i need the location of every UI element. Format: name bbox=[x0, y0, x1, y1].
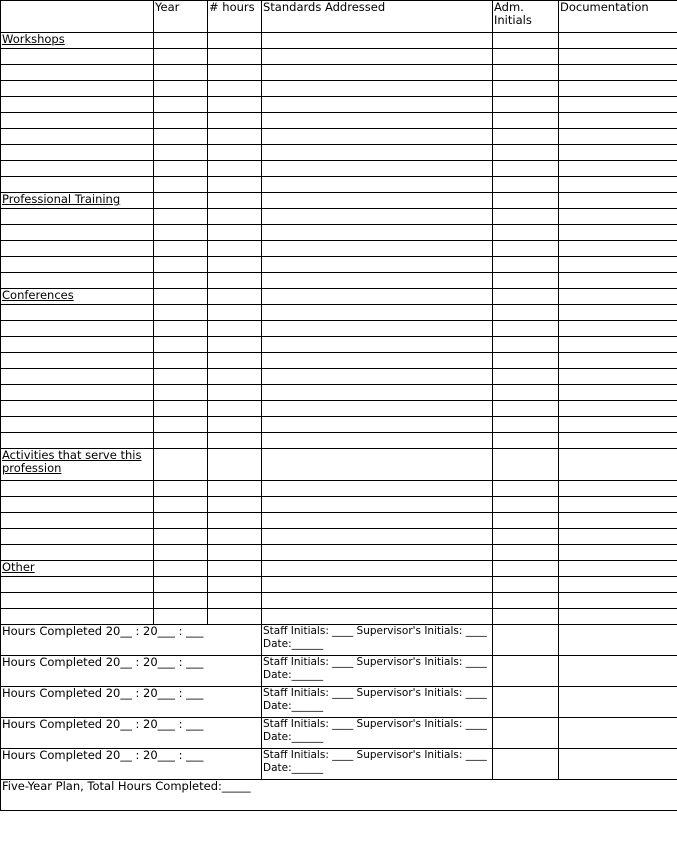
entry-cell[interactable] bbox=[154, 433, 208, 449]
entry-cell[interactable] bbox=[154, 97, 208, 113]
entry-cell[interactable] bbox=[1, 241, 154, 257]
entry-cell[interactable] bbox=[208, 33, 262, 49]
entry-cell[interactable] bbox=[208, 193, 262, 209]
entry-cell[interactable] bbox=[154, 49, 208, 65]
entry-cell[interactable] bbox=[1, 353, 154, 369]
entry-cell[interactable] bbox=[154, 257, 208, 273]
entry-cell[interactable] bbox=[559, 129, 677, 145]
entry-cell[interactable] bbox=[208, 353, 262, 369]
entry-cell[interactable] bbox=[154, 545, 208, 561]
entry-cell[interactable] bbox=[154, 145, 208, 161]
entry-cell[interactable] bbox=[208, 49, 262, 65]
header-row bbox=[1, 1, 677, 33]
section-label-activities: Activities that serve this profession bbox=[2, 448, 142, 475]
section-label-cell bbox=[1, 289, 154, 305]
table-row bbox=[1, 433, 677, 449]
table-row bbox=[1, 513, 677, 529]
entry-cell[interactable] bbox=[208, 401, 262, 417]
entry-cell[interactable] bbox=[1, 113, 154, 129]
entry-cell[interactable] bbox=[208, 337, 262, 353]
section-label-cell bbox=[1, 449, 154, 481]
section-row-conferences bbox=[1, 289, 677, 305]
section-label-other: Other bbox=[2, 560, 35, 574]
entry-cell[interactable] bbox=[208, 609, 262, 625]
entry-cell[interactable] bbox=[1, 321, 154, 337]
entry-cell[interactable] bbox=[559, 177, 677, 193]
entry-cell[interactable] bbox=[493, 369, 559, 385]
entry-cell[interactable] bbox=[262, 81, 493, 97]
entry-cell[interactable] bbox=[1, 305, 154, 321]
entry-cell[interactable] bbox=[208, 481, 262, 497]
table-row bbox=[1, 257, 677, 273]
entry-cell[interactable] bbox=[1, 257, 154, 273]
entry-cell[interactable] bbox=[493, 289, 559, 305]
entry-cell[interactable] bbox=[262, 561, 493, 577]
entry-cell[interactable] bbox=[208, 81, 262, 97]
table-row bbox=[1, 481, 677, 497]
entry-cell[interactable] bbox=[262, 113, 493, 129]
entry-cell[interactable] bbox=[559, 209, 677, 225]
entry-cell[interactable] bbox=[208, 433, 262, 449]
table-row bbox=[1, 497, 677, 513]
entry-cell[interactable] bbox=[559, 97, 677, 113]
entry-cell[interactable] bbox=[493, 433, 559, 449]
entry-cell[interactable] bbox=[262, 193, 493, 209]
entry-cell[interactable] bbox=[1, 593, 154, 609]
entry-cell[interactable] bbox=[154, 385, 208, 401]
entry-cell[interactable] bbox=[559, 289, 677, 305]
entry-cell[interactable] bbox=[154, 529, 208, 545]
entry-cell[interactable] bbox=[493, 687, 559, 718]
table-row bbox=[1, 113, 677, 129]
entry-cell[interactable] bbox=[154, 593, 208, 609]
table-row bbox=[1, 593, 677, 609]
entry-cell[interactable] bbox=[559, 593, 677, 609]
entry-cell[interactable] bbox=[1, 49, 154, 65]
entry-cell[interactable] bbox=[1, 129, 154, 145]
hours-completed-label[interactable]: Hours Completed 20__ : 20___ : ___ bbox=[1, 625, 262, 656]
table-row bbox=[1, 209, 677, 225]
entry-cell[interactable] bbox=[154, 321, 208, 337]
entry-cell[interactable] bbox=[559, 497, 677, 513]
entry-cell[interactable] bbox=[208, 529, 262, 545]
entry-cell[interactable] bbox=[1, 97, 154, 113]
header-hours: # hours bbox=[208, 1, 262, 33]
entry-cell[interactable] bbox=[208, 513, 262, 529]
entry-cell[interactable] bbox=[262, 609, 493, 625]
entry-cell[interactable] bbox=[1, 161, 154, 177]
entry-cell[interactable] bbox=[262, 321, 493, 337]
entry-cell[interactable] bbox=[208, 97, 262, 113]
table-row bbox=[1, 225, 677, 241]
entry-cell[interactable] bbox=[493, 545, 559, 561]
five-year-total[interactable]: Five-Year Plan, Total Hours Completed:_____ bbox=[1, 780, 677, 811]
section-row-other bbox=[1, 561, 677, 577]
entry-cell[interactable] bbox=[1, 385, 154, 401]
table-row bbox=[1, 65, 677, 81]
entry-cell[interactable] bbox=[154, 337, 208, 353]
entry-cell[interactable] bbox=[154, 353, 208, 369]
entry-cell[interactable] bbox=[493, 113, 559, 129]
entry-cell[interactable] bbox=[208, 449, 262, 481]
entry-cell[interactable] bbox=[262, 353, 493, 369]
signoff-cell[interactable]: Staff Initials: ____ Supervisor's Initials: ____ Date:______ bbox=[262, 656, 493, 687]
section-label-conferences: Conferences bbox=[2, 288, 74, 302]
entry-cell[interactable] bbox=[493, 241, 559, 257]
entry-cell[interactable] bbox=[493, 225, 559, 241]
entry-cell[interactable] bbox=[559, 718, 677, 749]
entry-cell[interactable] bbox=[262, 577, 493, 593]
table-row bbox=[1, 417, 677, 433]
hours-completed-row bbox=[1, 718, 677, 749]
entry-cell[interactable] bbox=[1, 497, 154, 513]
entry-cell[interactable] bbox=[559, 257, 677, 273]
entry-cell[interactable] bbox=[154, 129, 208, 145]
entry-cell[interactable] bbox=[208, 385, 262, 401]
table-row bbox=[1, 305, 677, 321]
section-label-cell bbox=[1, 193, 154, 209]
entry-cell[interactable] bbox=[493, 401, 559, 417]
entry-cell[interactable] bbox=[262, 369, 493, 385]
table-row bbox=[1, 609, 677, 625]
entry-cell[interactable] bbox=[559, 113, 677, 129]
entry-cell[interactable] bbox=[154, 161, 208, 177]
section-label-cell bbox=[1, 33, 154, 49]
entry-cell[interactable] bbox=[559, 49, 677, 65]
entry-cell[interactable] bbox=[493, 81, 559, 97]
entry-cell[interactable] bbox=[493, 321, 559, 337]
entry-cell[interactable] bbox=[262, 209, 493, 225]
entry-cell[interactable] bbox=[493, 257, 559, 273]
entry-cell[interactable] bbox=[559, 481, 677, 497]
signoff-cell[interactable]: Staff Initials: ____ Supervisor's Initials: ____ Date:______ bbox=[262, 718, 493, 749]
entry-cell[interactable] bbox=[559, 656, 677, 687]
entry-cell[interactable] bbox=[154, 577, 208, 593]
hours-completed-row bbox=[1, 749, 677, 780]
entry-cell[interactable] bbox=[154, 193, 208, 209]
entry-cell[interactable] bbox=[154, 177, 208, 193]
table-row bbox=[1, 529, 677, 545]
entry-cell[interactable] bbox=[262, 273, 493, 289]
entry-cell[interactable] bbox=[154, 305, 208, 321]
section-row-workshops bbox=[1, 33, 677, 49]
entry-cell[interactable] bbox=[1, 513, 154, 529]
entry-cell[interactable] bbox=[1, 481, 154, 497]
entry-cell[interactable] bbox=[559, 305, 677, 321]
signoff-cell[interactable]: Staff Initials: ____ Supervisor's Initials: ____ Date:______ bbox=[262, 625, 493, 656]
entry-cell[interactable] bbox=[262, 481, 493, 497]
entry-cell[interactable] bbox=[154, 113, 208, 129]
entry-cell[interactable] bbox=[154, 369, 208, 385]
entry-cell[interactable] bbox=[262, 529, 493, 545]
entry-cell[interactable] bbox=[154, 449, 208, 481]
entry-cell[interactable] bbox=[1, 545, 154, 561]
entry-cell[interactable] bbox=[493, 193, 559, 209]
section-row-training bbox=[1, 193, 677, 209]
entry-cell[interactable] bbox=[208, 417, 262, 433]
entry-cell[interactable] bbox=[154, 81, 208, 97]
entry-cell[interactable] bbox=[559, 687, 677, 718]
entry-cell[interactable] bbox=[493, 337, 559, 353]
hours-completed-row bbox=[1, 625, 677, 656]
entry-cell[interactable] bbox=[1, 65, 154, 81]
entry-cell[interactable] bbox=[154, 513, 208, 529]
entry-cell[interactable] bbox=[493, 49, 559, 65]
section-label-cell bbox=[1, 561, 154, 577]
entry-cell[interactable] bbox=[559, 417, 677, 433]
entry-cell[interactable] bbox=[559, 241, 677, 257]
entry-cell[interactable] bbox=[493, 625, 559, 656]
entry-cell[interactable] bbox=[208, 497, 262, 513]
entry-cell[interactable] bbox=[262, 337, 493, 353]
header-adm-initials: Adm. Initials bbox=[493, 1, 559, 33]
entry-cell[interactable] bbox=[262, 65, 493, 81]
entry-cell[interactable] bbox=[493, 561, 559, 577]
entry-cell[interactable] bbox=[493, 449, 559, 481]
entry-cell[interactable] bbox=[493, 305, 559, 321]
entry-cell[interactable] bbox=[1, 273, 154, 289]
entry-cell[interactable] bbox=[559, 385, 677, 401]
entry-cell[interactable] bbox=[154, 417, 208, 433]
entry-cell[interactable] bbox=[559, 529, 677, 545]
entry-cell[interactable] bbox=[208, 177, 262, 193]
entry-cell[interactable] bbox=[559, 577, 677, 593]
entry-cell[interactable] bbox=[208, 561, 262, 577]
table-row bbox=[1, 81, 677, 97]
entry-cell[interactable] bbox=[559, 449, 677, 481]
entry-cell[interactable] bbox=[493, 593, 559, 609]
entry-cell[interactable] bbox=[493, 513, 559, 529]
entry-cell[interactable] bbox=[208, 113, 262, 129]
header-standards: Standards Addressed bbox=[262, 1, 493, 33]
entry-cell[interactable] bbox=[262, 289, 493, 305]
entry-cell[interactable] bbox=[262, 225, 493, 241]
entry-cell[interactable] bbox=[154, 33, 208, 49]
entry-cell[interactable] bbox=[262, 33, 493, 49]
header-activity-cell bbox=[1, 1, 154, 33]
entry-cell[interactable] bbox=[262, 433, 493, 449]
entry-cell[interactable] bbox=[262, 145, 493, 161]
entry-cell[interactable] bbox=[493, 417, 559, 433]
entry-cell[interactable] bbox=[493, 177, 559, 193]
entry-cell[interactable] bbox=[559, 193, 677, 209]
entry-cell[interactable] bbox=[559, 545, 677, 561]
entry-cell[interactable] bbox=[262, 97, 493, 113]
entry-cell[interactable] bbox=[493, 497, 559, 513]
entry-cell[interactable] bbox=[262, 305, 493, 321]
entry-cell[interactable] bbox=[493, 273, 559, 289]
entry-cell[interactable] bbox=[559, 401, 677, 417]
entry-cell[interactable] bbox=[559, 225, 677, 241]
entry-cell[interactable] bbox=[559, 273, 677, 289]
section-label-training: Professional Training bbox=[2, 192, 121, 206]
entry-cell[interactable] bbox=[208, 273, 262, 289]
entry-cell[interactable] bbox=[262, 177, 493, 193]
table-row bbox=[1, 145, 677, 161]
table-row bbox=[1, 369, 677, 385]
entry-cell[interactable] bbox=[559, 513, 677, 529]
entry-cell[interactable] bbox=[1, 529, 154, 545]
entry-cell[interactable] bbox=[262, 593, 493, 609]
table-row bbox=[1, 545, 677, 561]
entry-cell[interactable] bbox=[1, 609, 154, 625]
entry-cell[interactable] bbox=[559, 81, 677, 97]
entry-cell[interactable] bbox=[1, 177, 154, 193]
entry-cell[interactable] bbox=[208, 209, 262, 225]
section-row-activities bbox=[1, 449, 677, 481]
entry-cell[interactable] bbox=[208, 225, 262, 241]
entry-cell[interactable] bbox=[208, 577, 262, 593]
entry-cell[interactable] bbox=[1, 417, 154, 433]
entry-cell[interactable] bbox=[262, 497, 493, 513]
entry-cell[interactable] bbox=[154, 225, 208, 241]
entry-cell[interactable] bbox=[493, 529, 559, 545]
entry-cell[interactable] bbox=[154, 209, 208, 225]
entry-cell[interactable] bbox=[493, 385, 559, 401]
entry-cell[interactable] bbox=[559, 433, 677, 449]
table-row bbox=[1, 353, 677, 369]
entry-cell[interactable] bbox=[493, 718, 559, 749]
entry-cell[interactable] bbox=[208, 241, 262, 257]
entry-cell[interactable] bbox=[559, 321, 677, 337]
entry-cell[interactable] bbox=[154, 273, 208, 289]
entry-cell[interactable] bbox=[493, 145, 559, 161]
entry-cell[interactable] bbox=[559, 353, 677, 369]
entry-cell[interactable] bbox=[208, 321, 262, 337]
entry-cell[interactable] bbox=[1, 209, 154, 225]
entry-cell[interactable] bbox=[1, 337, 154, 353]
entry-cell[interactable] bbox=[262, 385, 493, 401]
entry-cell[interactable] bbox=[208, 289, 262, 305]
entry-cell[interactable] bbox=[262, 161, 493, 177]
hours-completed-label[interactable]: Hours Completed 20__ : 20___ : ___ bbox=[1, 687, 262, 718]
table-row bbox=[1, 49, 677, 65]
entry-cell[interactable] bbox=[493, 65, 559, 81]
entry-cell[interactable] bbox=[1, 577, 154, 593]
entry-cell[interactable] bbox=[208, 369, 262, 385]
entry-cell[interactable] bbox=[208, 545, 262, 561]
entry-cell[interactable] bbox=[493, 609, 559, 625]
entry-cell[interactable] bbox=[208, 305, 262, 321]
entry-cell[interactable] bbox=[493, 209, 559, 225]
entry-cell[interactable] bbox=[1, 401, 154, 417]
entry-cell[interactable] bbox=[493, 33, 559, 49]
entry-cell[interactable] bbox=[1, 145, 154, 161]
table-row bbox=[1, 321, 677, 337]
entry-cell[interactable] bbox=[154, 561, 208, 577]
entry-cell[interactable] bbox=[559, 561, 677, 577]
entry-cell[interactable] bbox=[208, 129, 262, 145]
entry-cell[interactable] bbox=[559, 65, 677, 81]
entry-cell[interactable] bbox=[493, 353, 559, 369]
entry-cell[interactable] bbox=[154, 497, 208, 513]
table-row bbox=[1, 385, 677, 401]
entry-cell[interactable] bbox=[262, 241, 493, 257]
entry-cell[interactable] bbox=[559, 369, 677, 385]
entry-cell[interactable] bbox=[493, 129, 559, 145]
entry-cell[interactable] bbox=[262, 401, 493, 417]
table-row bbox=[1, 161, 677, 177]
table-row bbox=[1, 129, 677, 145]
header-documentation: Documentation bbox=[559, 1, 677, 33]
table-row bbox=[1, 577, 677, 593]
five-year-total-row bbox=[1, 780, 677, 811]
entry-cell[interactable] bbox=[559, 161, 677, 177]
hours-completed-label[interactable]: Hours Completed 20__ : 20___ : ___ bbox=[1, 749, 262, 780]
table-row bbox=[1, 273, 677, 289]
table-row bbox=[1, 177, 677, 193]
entry-cell[interactable] bbox=[493, 577, 559, 593]
entry-cell[interactable] bbox=[208, 145, 262, 161]
entry-cell[interactable] bbox=[262, 513, 493, 529]
signoff-cell[interactable]: Staff Initials: ____ Supervisor's Initials: ____ Date:______ bbox=[262, 687, 493, 718]
hours-completed-row bbox=[1, 687, 677, 718]
entry-cell[interactable] bbox=[559, 749, 677, 780]
section-label-workshops: Workshops bbox=[2, 32, 65, 46]
entry-cell[interactable] bbox=[493, 481, 559, 497]
entry-cell[interactable] bbox=[493, 161, 559, 177]
entry-cell[interactable] bbox=[208, 161, 262, 177]
entry-cell[interactable] bbox=[154, 401, 208, 417]
entry-cell[interactable] bbox=[154, 609, 208, 625]
entry-cell[interactable] bbox=[208, 65, 262, 81]
entry-cell[interactable] bbox=[154, 241, 208, 257]
entry-cell[interactable] bbox=[208, 593, 262, 609]
entry-cell[interactable] bbox=[493, 656, 559, 687]
entry-cell[interactable] bbox=[262, 417, 493, 433]
entry-cell[interactable] bbox=[1, 369, 154, 385]
entry-cell[interactable] bbox=[559, 145, 677, 161]
table-row bbox=[1, 97, 677, 113]
entry-cell[interactable] bbox=[262, 257, 493, 273]
entry-cell[interactable] bbox=[493, 97, 559, 113]
entry-cell[interactable] bbox=[262, 49, 493, 65]
entry-cell[interactable] bbox=[1, 225, 154, 241]
table-row bbox=[1, 401, 677, 417]
hours-completed-row bbox=[1, 656, 677, 687]
hours-completed-label[interactable]: Hours Completed 20__ : 20___ : ___ bbox=[1, 718, 262, 749]
entry-cell[interactable] bbox=[262, 545, 493, 561]
table-row bbox=[1, 241, 677, 257]
entry-cell[interactable] bbox=[262, 129, 493, 145]
entry-cell[interactable] bbox=[154, 289, 208, 305]
entry-cell[interactable] bbox=[154, 481, 208, 497]
entry-cell[interactable] bbox=[154, 65, 208, 81]
entry-cell[interactable] bbox=[493, 749, 559, 780]
entry-cell[interactable] bbox=[559, 609, 677, 625]
signoff-cell[interactable]: Staff Initials: ____ Supervisor's Initials: ____ Date:______ bbox=[262, 749, 493, 780]
entry-cell[interactable] bbox=[1, 433, 154, 449]
entry-cell[interactable] bbox=[559, 337, 677, 353]
header-year: Year bbox=[154, 1, 208, 33]
entry-cell[interactable] bbox=[559, 33, 677, 49]
entry-cell[interactable] bbox=[559, 625, 677, 656]
hours-completed-label[interactable]: Hours Completed 20__ : 20___ : ___ bbox=[1, 656, 262, 687]
entry-cell[interactable] bbox=[1, 81, 154, 97]
entry-cell[interactable] bbox=[208, 257, 262, 273]
table-row bbox=[1, 337, 677, 353]
entry-cell[interactable] bbox=[262, 449, 493, 481]
